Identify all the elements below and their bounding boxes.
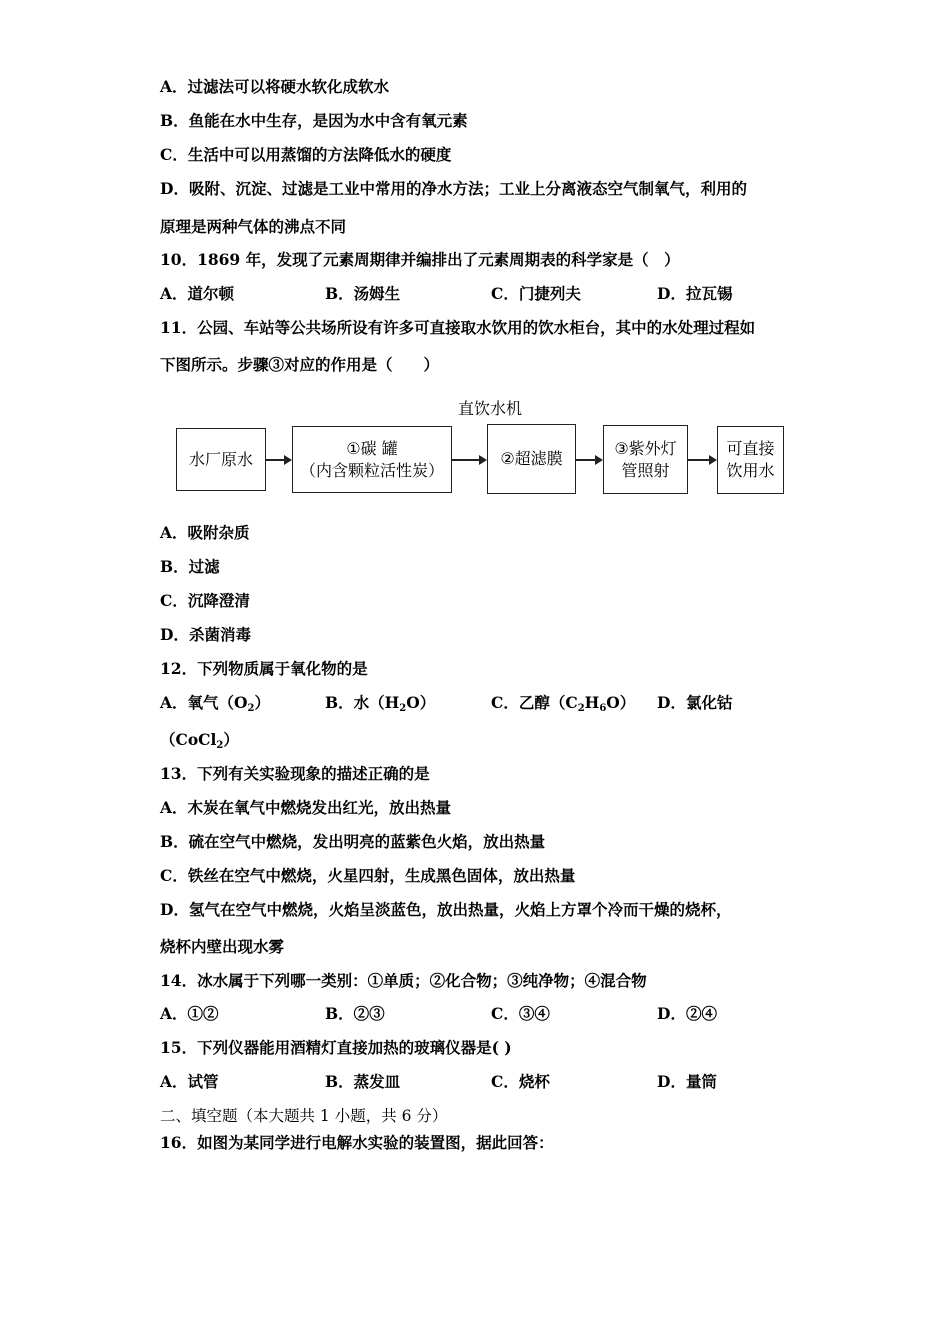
q11-option-b: B．过滤: [160, 557, 220, 576]
q14-option-d: D．②④: [657, 1004, 717, 1023]
q10-option-d: D．拉瓦锡: [657, 284, 733, 303]
arrow-2: [452, 459, 485, 461]
q12-option-a: A．氧气$(O_2)$: [160, 693, 271, 714]
box-ultrafiltration-label: ②超滤膜: [500, 449, 563, 468]
q9-option-b: B．鱼能在水中生存，是因为水中含有氧元素: [160, 111, 468, 130]
q11-stem: 11．公园、车站等公共场所设有许多可直接取水饮用的饮水柜台，其中的水处理过程如: [160, 318, 756, 337]
q9-option-c: C．生活中可以用蒸馏的方法降低水的硬度: [160, 145, 452, 164]
q15-option-b: B．蒸发皿: [325, 1072, 401, 1091]
q11-stem-cont: 下图所示。步骤③对应的作用是（ ）: [160, 355, 440, 374]
box-carbon-tank-line1: ①碳 罐: [346, 438, 398, 458]
q12-option-d: D．氯化钴: [657, 693, 733, 712]
arrow-3: [576, 459, 601, 461]
box-uv-lamp-line2: 管照射: [621, 460, 670, 480]
q13-option-d: D．氢气在空气中燃烧，火焰呈淡蓝色，放出热量，火焰上方罩个冷而干燥的烧杯，: [160, 900, 732, 919]
q15-stem: 15．下列仪器能用酒精灯直接加热的玻璃仪器是( ): [160, 1038, 512, 1057]
q14-option-c: C．③④: [491, 1004, 550, 1023]
q15-option-a: A．试管: [160, 1072, 219, 1091]
box-drinkable-water-line1: 可直接: [726, 439, 775, 458]
q11-option-d: D．杀菌消毒: [160, 625, 251, 644]
q12-option-d-cont: （CoCl$_2$）: [160, 730, 239, 751]
q14-option-b: B．②③: [325, 1004, 385, 1023]
q11-option-c: C．沉降澄清: [160, 591, 250, 610]
q10-option-c: C．门捷列夫: [491, 284, 581, 303]
box-drinkable-water: [717, 426, 784, 494]
q10-option-a: A．道尔顿: [160, 284, 235, 303]
box-uv-lamp: [603, 425, 688, 494]
box-carbon-tank: [292, 426, 452, 493]
section-heading: 二、填空题（本大题共 1 小题，共 6 分）: [160, 1107, 448, 1125]
box-raw-water-label: 水厂原水: [188, 449, 253, 469]
q14-stem: 14．冰水属于下列哪一类别：①单质；②化合物；③纯净物；④混合物: [160, 971, 647, 990]
q10-option-b: B．汤姆生: [325, 284, 401, 303]
q9-option-a: A．过滤法可以将硬水软化成软水: [160, 77, 390, 96]
box-raw-water: [176, 428, 266, 491]
box-carbon-tank-line2: （内含颗粒活性炭）: [299, 460, 444, 480]
q10-stem: 10．1869 年，发现了元素周期律并编排出了元素周期表的科学家是（ ）: [160, 250, 680, 269]
q15-option-d: D．量筒: [657, 1072, 717, 1091]
q12-option-b: B．水$(H_2O)$: [325, 693, 436, 714]
q14-option-a: A．①②: [160, 1004, 219, 1023]
q9-option-d-cont: 原理是两种气体的沸点不同: [160, 217, 347, 236]
q13-stem: 13．下列有关实验现象的描述正确的是: [160, 764, 430, 783]
box-uv-lamp-line1: ③紫外灯: [614, 438, 677, 458]
q12-stem: 12．下列物质属于氧化物的是: [160, 659, 368, 678]
q15-option-c: C．烧杯: [491, 1072, 550, 1091]
box-drinkable-water-line2: 饮用水: [726, 461, 775, 480]
q9-option-d: D．吸附、沉淀、过滤是工业中常用的净水方法；工业上分离液态空气制氧气，利用的: [160, 179, 747, 198]
q13-option-b: B．硫在空气中燃烧，发出明亮的蓝紫色火焰，放出热量: [160, 832, 546, 851]
q12-option-c: C．乙醇$(C_2H_6O)$: [491, 693, 636, 714]
q13-option-c: C．铁丝在空气中燃烧，火星四射，生成黑色固体，放出热量: [160, 866, 576, 885]
box-ultrafiltration: [487, 424, 576, 494]
diagram-title: 直饮水机: [457, 399, 522, 418]
q13-option-d-cont: 烧杯内壁出现水雾: [160, 937, 285, 956]
arrow-4: [688, 459, 715, 461]
q11-option-a: A．吸附杂质: [160, 523, 250, 542]
arrow-1: [266, 459, 290, 461]
q16-stem: 16．如图为某同学进行电解水实验的装置图，据此回答：: [160, 1133, 554, 1152]
q13-option-a: A．木炭在氧气中燃烧发出红光，放出热量: [160, 798, 452, 817]
